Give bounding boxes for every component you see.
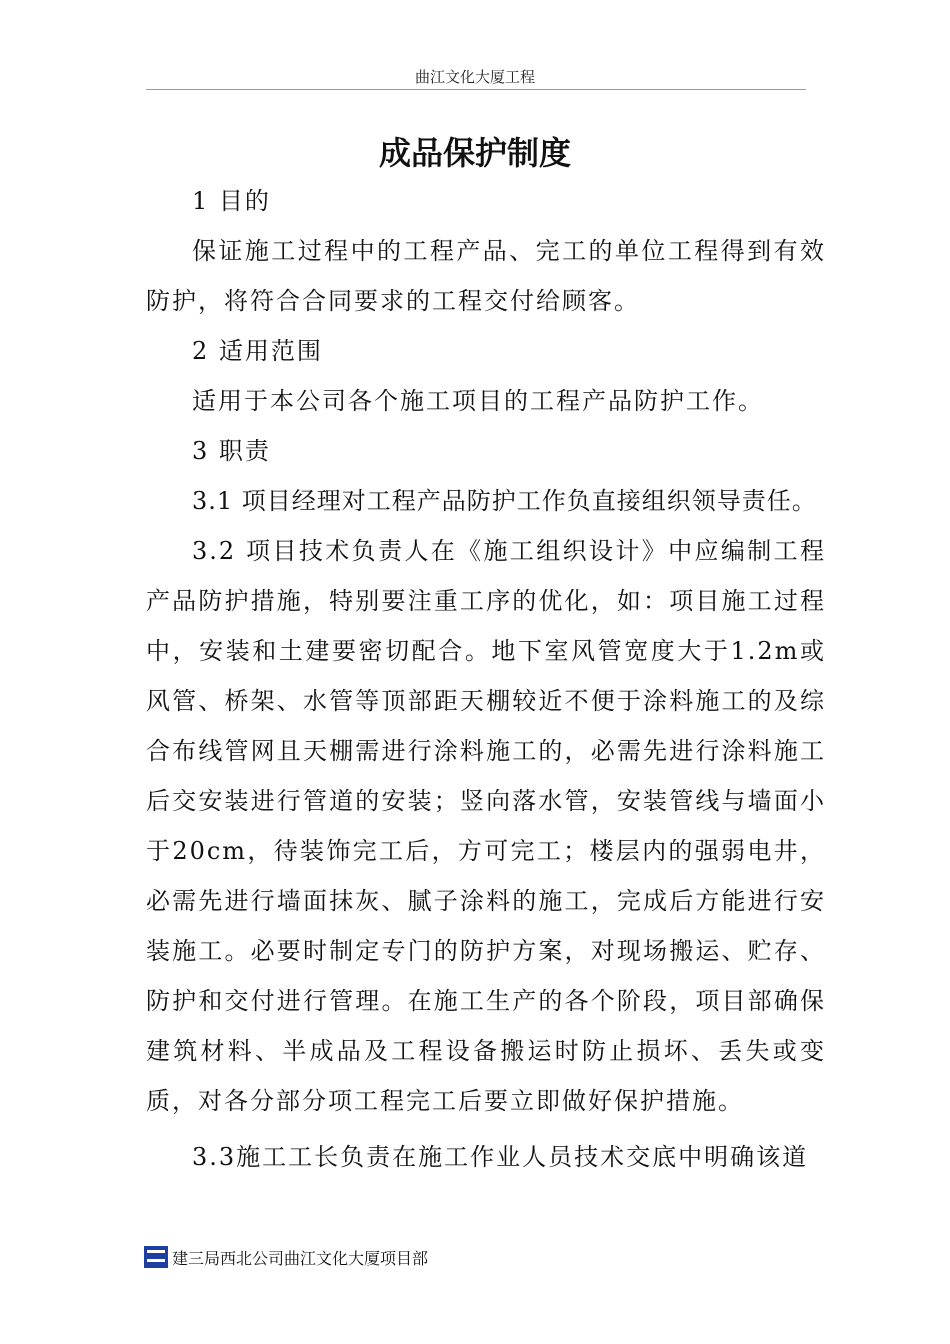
page-header: 曲江文化大厦工程 [414,68,535,86]
section-3-3: 3.3施工工长负责在施工作业人员技术交底中明确该道 [192,1143,809,1171]
section-3-2: 3.2 项目技术负责人在《施工组织设计》中应编制工程产品防护措施，特别要注重工序的优化，如：项目施工过程中，安装和土建要密切配合。地下室风管宽度大于1.2m或风管、桥架、水管等顶部距天棚较近不便于涂料施工的及综合布线管网且天棚需进行涂料施工的，必需先进行涂料施工后交安装进行管道的安装；竖向落水管，安装管线与墙面小于20cm，待装饰完工后，方可完工；楼层内的强弱电井，必需先进行墙面抹灰、腻子涂料的施工，完成后方能进行安装施工。必要时制定专门的防护方案，对现场搬运、贮存、防护和交付进行管理。在施工生产的各个阶段，项目部确保建筑材料、半成品及工程设备搬运时防止损坏、丢失或变质，对各分部分项工程完工后要立即做好保护措施。 [146,537,826,1115]
footer-text: 建三局西北公司曲江文化大厦项目部 [172,1248,429,1268]
document-body [146,176,826,1182]
company-logo-icon [144,1246,168,1268]
section-2-heading: 2 适用范围 [192,337,323,365]
page-footer [144,1245,428,1269]
section-1-heading: 1 目的 [192,187,271,215]
header-divider [146,89,806,90]
document-title: 成品保护制度 [378,134,571,172]
section-3-heading: 3 职责 [192,437,271,465]
section-3-1: 3.1 项目经理对工程产品防护工作负直接组织领导责任。 [192,487,817,515]
section-2-text: 适用于本公司各个施工项目的工程产品防护工作。 [192,387,764,415]
section-1-text: 保证施工过程中的工程产品、完工的单位工程得到有效防护，将符合合同要求的工程交付给顾客。 [146,237,826,315]
